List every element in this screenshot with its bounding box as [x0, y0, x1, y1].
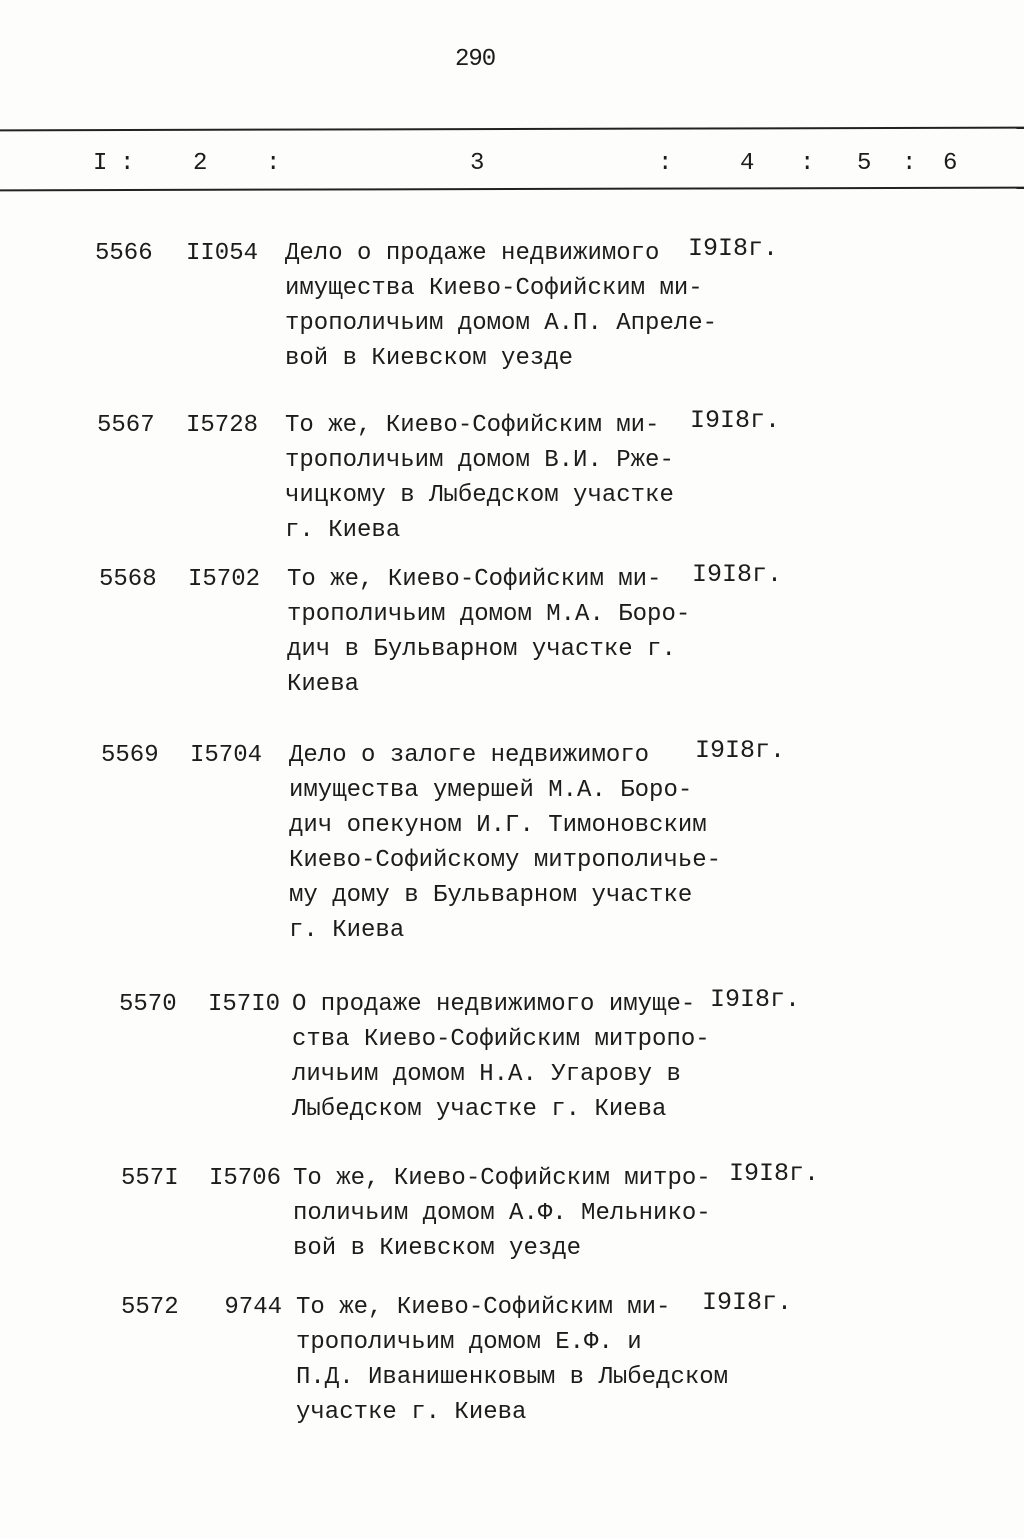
- entry-number: 5570: [119, 991, 177, 1018]
- column-separator: :: [658, 150, 673, 177]
- description-line: трополичьим домом А.П. Апреле-: [285, 310, 718, 337]
- description-line: П.Д. Иванишенковым в Лыбедском: [296, 1364, 729, 1391]
- description-line: Лыбедском участке г. Киева: [292, 1096, 667, 1123]
- column-separator: :: [266, 150, 281, 177]
- description-line: То же, Киево-Софийским ми-: [296, 1294, 671, 1321]
- entry-year: I9I8г.: [692, 560, 783, 589]
- entry-year: I9I8г.: [729, 1159, 820, 1188]
- description-line: трополичьим домом В.И. Рже-: [285, 447, 674, 474]
- archive-code: I5706: [208, 1165, 281, 1192]
- entry-number: 5567: [97, 412, 155, 439]
- archive-code: I5702: [187, 566, 260, 593]
- column-separator: :: [120, 150, 135, 177]
- column-header-6: 6: [943, 150, 958, 177]
- description-line: личьим домом Н.А. Угарову в: [292, 1061, 681, 1088]
- description-line: дич в Бульварном участке г.: [287, 636, 676, 663]
- description-line: г. Киева: [285, 517, 401, 544]
- entry-year: I9I8г.: [695, 736, 786, 765]
- archive-code: I5704: [189, 742, 262, 769]
- page-number: 290: [455, 46, 496, 73]
- entry-number: 5569: [101, 742, 159, 769]
- description-line: Киева: [287, 671, 360, 698]
- description-line: поличьим домом А.Ф. Мельнико-: [293, 1200, 711, 1227]
- archive-code: I57I0: [207, 991, 280, 1018]
- description-line: г. Киева: [289, 917, 405, 944]
- column-header-1: I: [93, 150, 108, 177]
- column-separator: :: [902, 150, 917, 177]
- description-line: чицкому в Лыбедском участке: [285, 482, 674, 509]
- description-line: Киево-Софийскому митрополичье-: [289, 847, 722, 874]
- description-line: трополичьим домом М.А. Боро-: [287, 601, 691, 628]
- entry-number: 5566: [95, 240, 153, 267]
- entry-year: I9I8г.: [688, 234, 779, 263]
- entry-year: I9I8г.: [710, 985, 801, 1014]
- description-line: То же, Киево-Софийским ми-: [287, 566, 662, 593]
- column-header-4: 4: [740, 150, 755, 177]
- description-line: дич опекуном И.Г. Тимоновским: [289, 812, 707, 839]
- archive-code: I5728: [185, 412, 258, 439]
- description-line: То же, Киево-Софийским ми-: [285, 412, 660, 439]
- archive-code: 9744: [224, 1294, 282, 1321]
- description-line: вой в Киевском уезде: [293, 1235, 582, 1262]
- column-header-2: 2: [193, 150, 208, 177]
- description-line: трополичьим домом Е.Ф. и: [296, 1329, 642, 1356]
- entry-number: 5572: [121, 1294, 179, 1321]
- entry-year: I9I8г.: [690, 406, 781, 435]
- description-line: вой в Киевском уезде: [285, 345, 574, 372]
- description-line: Дело о залоге недвижимого: [289, 742, 650, 769]
- entry-year: I9I8г.: [702, 1288, 793, 1317]
- description-line: имущества Киево-Софийским ми-: [285, 275, 703, 302]
- entry-number: 5568: [99, 566, 157, 593]
- archive-code: II054: [185, 240, 258, 267]
- description-line: О продаже недвижимого имуще-: [292, 991, 696, 1018]
- column-header-3: 3: [470, 150, 485, 177]
- column-header-5: 5: [857, 150, 872, 177]
- table-header-top-rule: [0, 127, 1024, 132]
- description-line: участке г. Киева: [296, 1399, 527, 1426]
- description-line: То же, Киево-Софийским митро-: [293, 1165, 711, 1192]
- entry-number: 557I: [121, 1165, 179, 1192]
- column-separator: :: [800, 150, 815, 177]
- table-header-bottom-rule: [0, 187, 1024, 192]
- description-line: Дело о продаже недвижимого: [285, 240, 660, 267]
- description-line: ства Киево-Софийским митропо-: [292, 1026, 710, 1053]
- description-line: имущества умершей М.А. Боро-: [289, 777, 693, 804]
- description-line: му дому в Бульварном участке: [289, 882, 693, 909]
